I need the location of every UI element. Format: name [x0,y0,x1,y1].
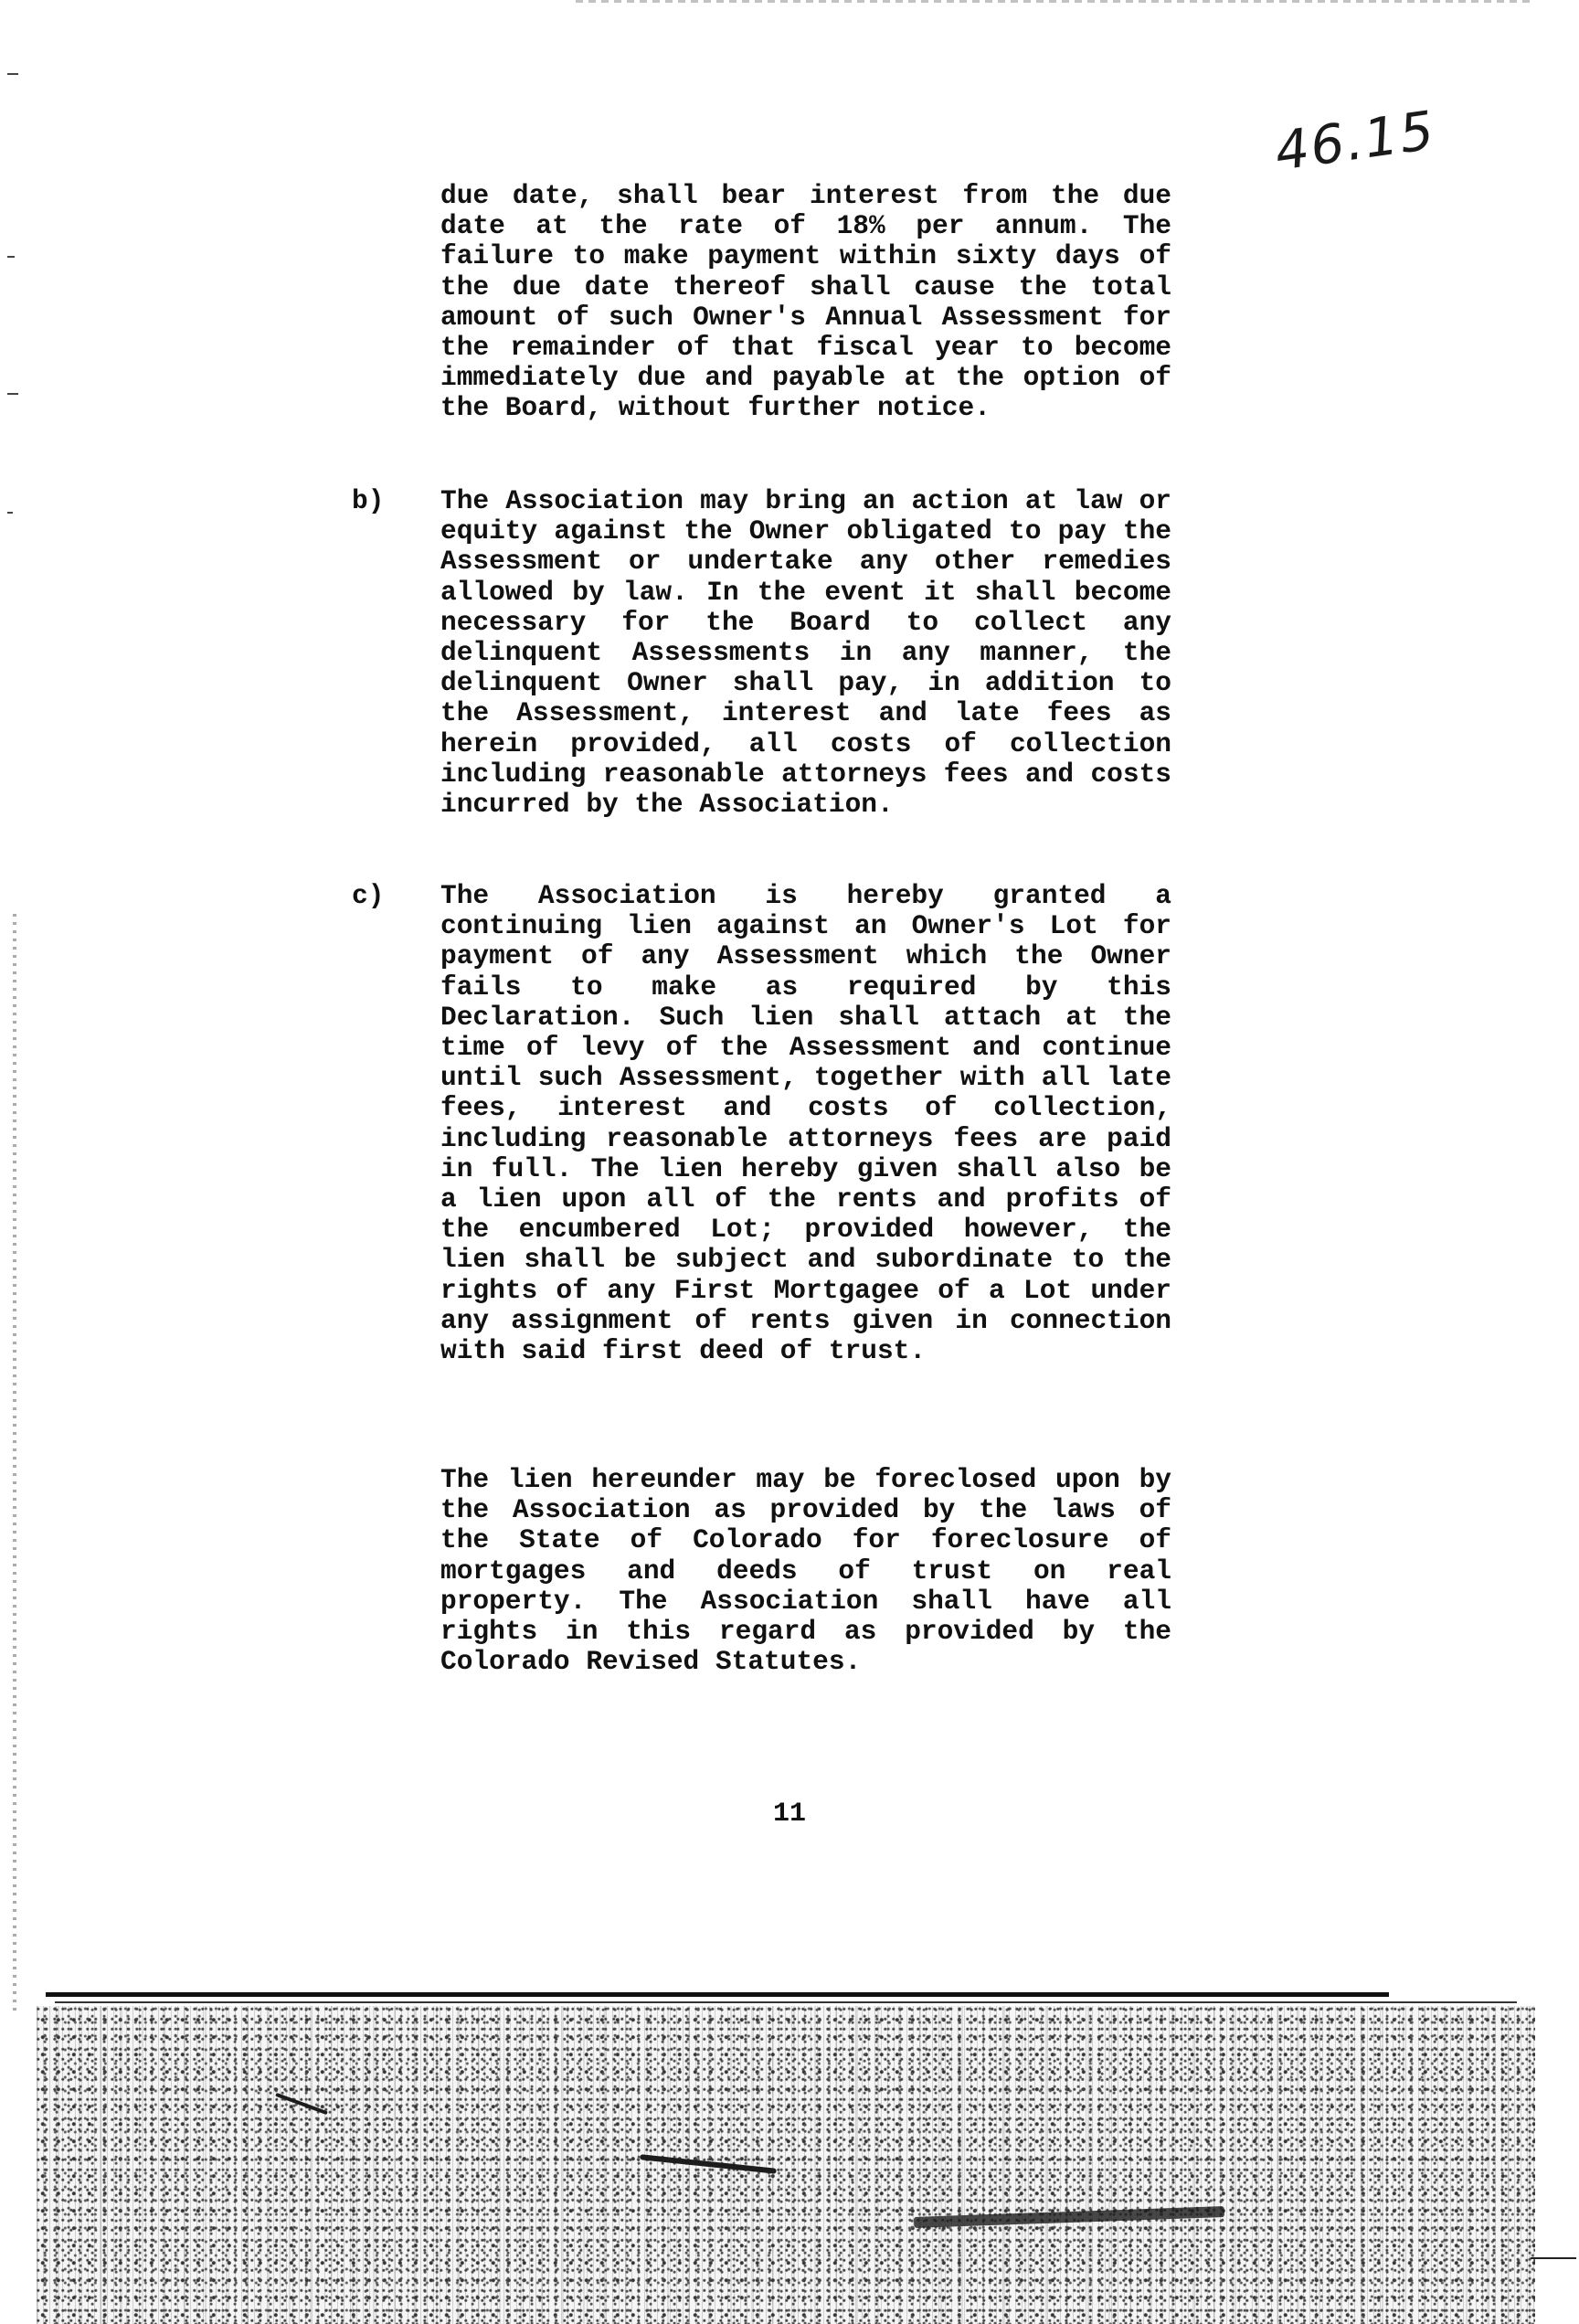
paragraph-b-text: The Association may bring an action at law or equity against the Owner obligated to pay the Assessment or undertake any other remedies allowed by law. In the event it shall become necessary for the Board to collect any delinquent Assessments in any manner, the delinquent Owner shall pay, in addition to the Assessment, interest and late fees as herein provided, all costs of collection including reasonable attorneys fees and costs incurred by the Association. [440,485,1171,821]
paragraph-a-continuation: due date, shall bear interest from the due date at the rate of 18% per annum. The failure to make payment within sixty days of the due date thereof shall cause the total amount of such Owner's Annual Assessment for the remainder of that fiscal year to become immediately due and payable at the option of the Board, without further notice. [440,180,1171,424]
scan-bottom-rule [46,1992,1389,1997]
scan-right-edge-artifact [1531,2257,1576,2259]
paragraph-c-continuation: The lien hereunder may be foreclosed upon by the Association as provided by the laws of the State of Colorado for foreclosure of mortgages and deeds of trust on real property. The Association shall have all rights in this regard as provided by the Colorado Revised Statutes. [440,1464,1171,1678]
paragraph-c-label: c) [352,880,385,911]
scan-top-edge-artifact [576,0,1535,3]
scan-dotted-column-artifact [13,914,16,2011]
page-number: 11 [772,1799,806,1830]
paragraph-c-text: The Association is hereby granted a continuing lien against an Owner's Lot for payment of any Assessment which the Owner fails to make as required by this Declaration. Such lien shall attach at the time of levy of the Assessment and continue until such Assessment, together with all late fees, interest and costs of collection, including reasonable attorneys fees are paid in full. The lien hereby given shall also be a lien upon all of the rents and profits of the encumbered Lot; provided however, the lien shall be subject and subordinate to the rights of any First Mortgagee of a Lot under any assignment of rents given in connection with said first deed of trust. [440,880,1171,1367]
handwritten-page-annotation: 46.15 [1271,99,1439,183]
paragraph-b-label: b) [352,485,385,516]
scan-noise-band [37,2006,1535,2324]
scan-bottom-rule-secondary [55,2001,1517,2003]
